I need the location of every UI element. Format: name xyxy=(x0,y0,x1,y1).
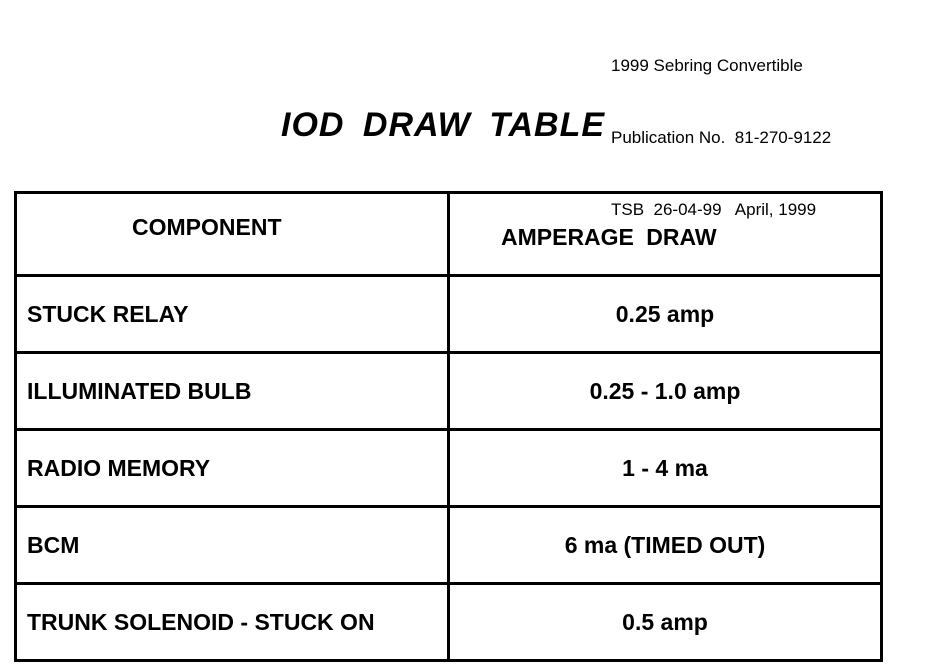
table-row xyxy=(16,507,882,584)
tsb-date: TSB 26-04-99 April, 1999 xyxy=(611,200,817,219)
draw-cell: 0.25 amp xyxy=(449,276,882,353)
page-title: IOD DRAW TABLE xyxy=(281,106,606,144)
draw-cell: 6 ma (TIMED OUT) xyxy=(449,507,882,584)
table-row xyxy=(16,353,882,430)
component-cell: RADIO MEMORY xyxy=(16,430,449,507)
component-cell: TRUNK SOLENOID - STUCK ON xyxy=(16,584,449,661)
table-row xyxy=(16,584,882,661)
draw-cell: 1 - 4 ma xyxy=(449,430,882,507)
table-row xyxy=(16,430,882,507)
draw-cell: 0.25 - 1.0 amp xyxy=(449,353,882,430)
draw-cell: 0.5 amp xyxy=(449,584,882,661)
component-cell: BCM xyxy=(16,507,449,584)
component-cell: STUCK RELAY xyxy=(16,276,449,353)
publication-number: Publication No. 81-270-9122 xyxy=(611,128,832,147)
table-header-row xyxy=(16,193,882,276)
iod-draw-table xyxy=(14,191,883,662)
column-header-amperage-draw: AMPERAGE DRAW xyxy=(449,193,882,276)
column-header-component: COMPONENT xyxy=(16,193,449,276)
table-row xyxy=(16,276,882,353)
component-cell: ILLUMINATED BULB xyxy=(16,353,449,430)
vehicle-line: 1999 Sebring Convertible xyxy=(611,56,803,75)
